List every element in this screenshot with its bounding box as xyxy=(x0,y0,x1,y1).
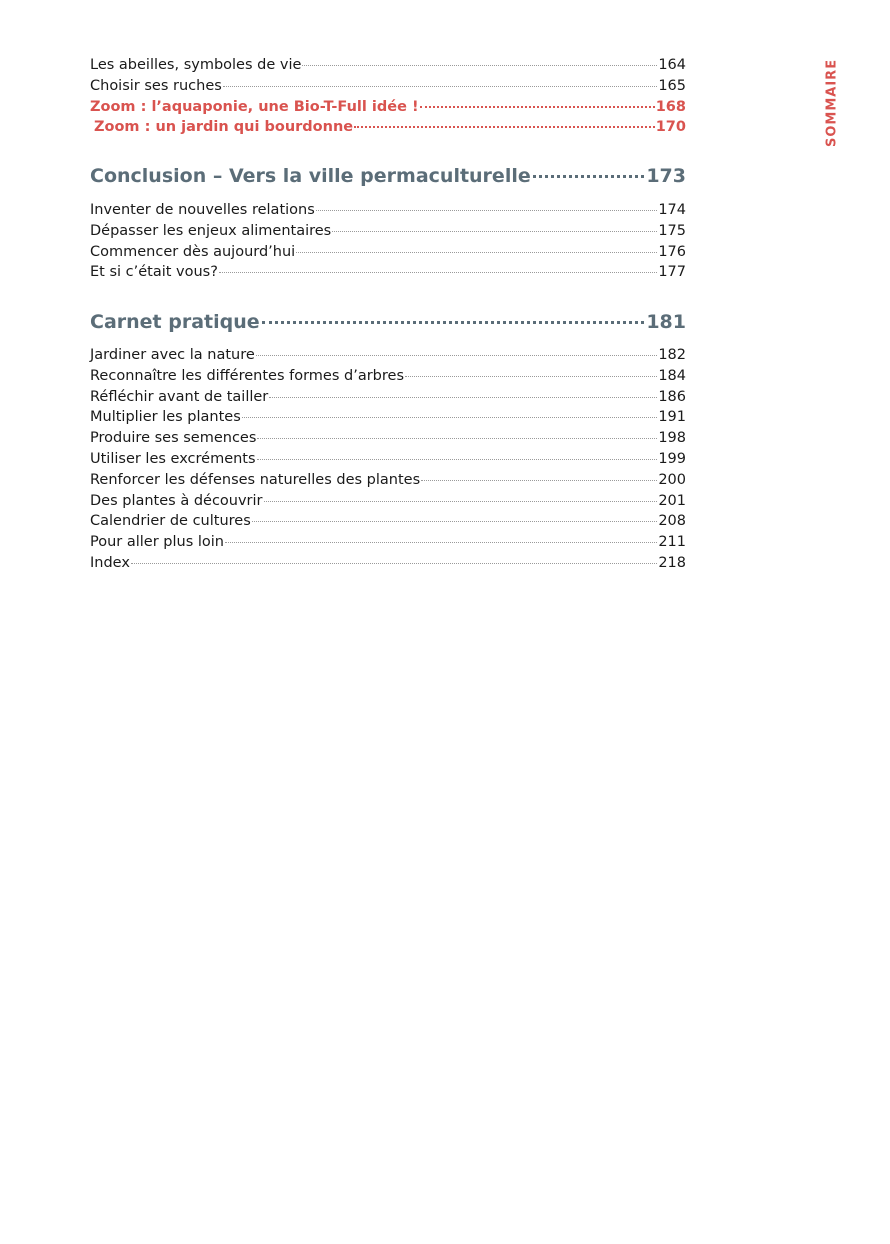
toc-entry-page: 186 xyxy=(658,388,686,405)
toc-entry xyxy=(90,200,686,221)
dot-leader xyxy=(264,501,658,502)
toc-group-top xyxy=(90,55,686,138)
dot-leader xyxy=(296,252,657,253)
toc-entry xyxy=(90,470,686,491)
toc-entry xyxy=(90,491,686,512)
toc-entry xyxy=(90,345,686,366)
toc-entry-title: Index xyxy=(90,554,130,571)
toc-entry xyxy=(90,407,686,428)
toc-entry-page: 175 xyxy=(658,222,686,239)
toc-entry-title: Réfléchir avant de tailler xyxy=(90,388,269,405)
toc-section-carnet xyxy=(90,309,686,335)
dot-leader xyxy=(332,231,657,232)
dot-leader xyxy=(131,563,657,564)
toc-entry xyxy=(90,55,686,76)
section-heading-title: Conclusion – Vers la ville permaculturelle xyxy=(90,165,531,187)
dot-leader xyxy=(262,321,645,324)
toc-entry-page: 200 xyxy=(658,471,686,488)
toc-entry-title: Les abeilles, symboles de vie xyxy=(90,57,302,73)
toc-entry-title: Et si c’était vous? xyxy=(90,264,218,281)
toc-entry xyxy=(90,449,686,470)
dot-leader xyxy=(421,480,657,481)
toc-entry-page: 208 xyxy=(658,513,686,530)
toc-entry-page: 184 xyxy=(658,367,686,384)
toc-entry-title: Calendrier de cultures xyxy=(90,513,251,530)
toc-entry-title: Reconnaître les différentes formes d’arbres xyxy=(90,367,404,384)
dot-leader xyxy=(242,417,658,418)
section-side-label: SOMMAIRE xyxy=(824,58,840,147)
toc-entry-title: Zoom : l’aquaponie, une Bio-T-Full idée ! xyxy=(90,98,419,115)
section-heading-page: 173 xyxy=(646,165,686,187)
toc-entry xyxy=(90,221,686,242)
toc-entry xyxy=(90,262,686,283)
toc-entry xyxy=(90,511,686,532)
toc-zoom-entry xyxy=(90,97,686,118)
toc-entry xyxy=(90,532,686,553)
toc-entry-page: 199 xyxy=(658,450,686,467)
toc-entry xyxy=(90,76,686,97)
toc-entry-title: Des plantes à découvrir xyxy=(90,492,263,509)
dot-leader xyxy=(302,65,657,66)
toc-group-carnet xyxy=(90,345,686,574)
toc-entry-page: 168 xyxy=(655,98,686,115)
dot-leader xyxy=(354,126,655,128)
toc-entry xyxy=(90,366,686,387)
toc-entry-page: 211 xyxy=(658,534,686,551)
toc-entry-page: 198 xyxy=(658,430,686,447)
section-heading-page: 181 xyxy=(646,311,686,333)
toc-entry-page: 218 xyxy=(658,554,686,571)
toc-entry-page: 164 xyxy=(658,57,686,73)
toc-entry-title: Dépasser les enjeux alimentaires xyxy=(90,222,332,239)
dot-leader xyxy=(223,86,658,87)
dot-leader xyxy=(533,175,645,178)
toc-entry-title: Inventer de nouvelles relations xyxy=(90,202,315,218)
toc-entry-title: Utiliser les excréments xyxy=(90,450,256,467)
toc-entry-title: Commencer dès aujourd’hui xyxy=(90,243,296,260)
dot-leader xyxy=(420,106,655,108)
toc-zoom-entry xyxy=(90,117,686,138)
toc-entry xyxy=(90,242,686,263)
toc-entry xyxy=(90,553,686,574)
dot-leader xyxy=(257,459,658,460)
dot-leader xyxy=(225,542,657,543)
dot-leader xyxy=(257,438,657,439)
dot-leader xyxy=(219,272,657,273)
toc-entry-title: Multiplier les plantes xyxy=(90,409,241,426)
toc-entry-page: 177 xyxy=(658,264,686,281)
section-heading xyxy=(90,309,686,335)
dot-leader xyxy=(405,376,657,377)
section-heading xyxy=(90,163,686,189)
toc-entry-page: 165 xyxy=(658,77,686,94)
toc-entry-title: Choisir ses ruches xyxy=(90,77,222,94)
dot-leader xyxy=(316,210,658,211)
section-heading-title: Carnet pratique xyxy=(90,311,260,333)
toc-entry xyxy=(90,428,686,449)
toc-entry xyxy=(90,387,686,408)
toc-entry-title: Renforcer les défenses naturelles des plantes xyxy=(90,471,421,488)
toc-section-conclusion xyxy=(90,163,686,189)
toc-entry-title: Zoom : un jardin qui bourdonne xyxy=(94,119,354,136)
toc-entry-page: 174 xyxy=(658,202,686,218)
toc-entry-title: Jardiner avec la nature xyxy=(90,347,255,363)
toc-group-conclusion xyxy=(90,200,686,283)
toc-entry-page: 201 xyxy=(658,492,686,509)
toc-entry-page: 191 xyxy=(658,409,686,426)
toc-entry-title: Produire ses semences xyxy=(90,430,257,447)
toc-entry-page: 182 xyxy=(658,347,686,363)
dot-leader xyxy=(252,521,658,522)
toc-entry-title: Pour aller plus loin xyxy=(90,534,224,551)
dot-leader xyxy=(256,355,658,356)
toc-entry-page: 176 xyxy=(658,243,686,260)
dot-leader xyxy=(269,397,657,398)
toc-entry-page: 170 xyxy=(655,119,686,136)
